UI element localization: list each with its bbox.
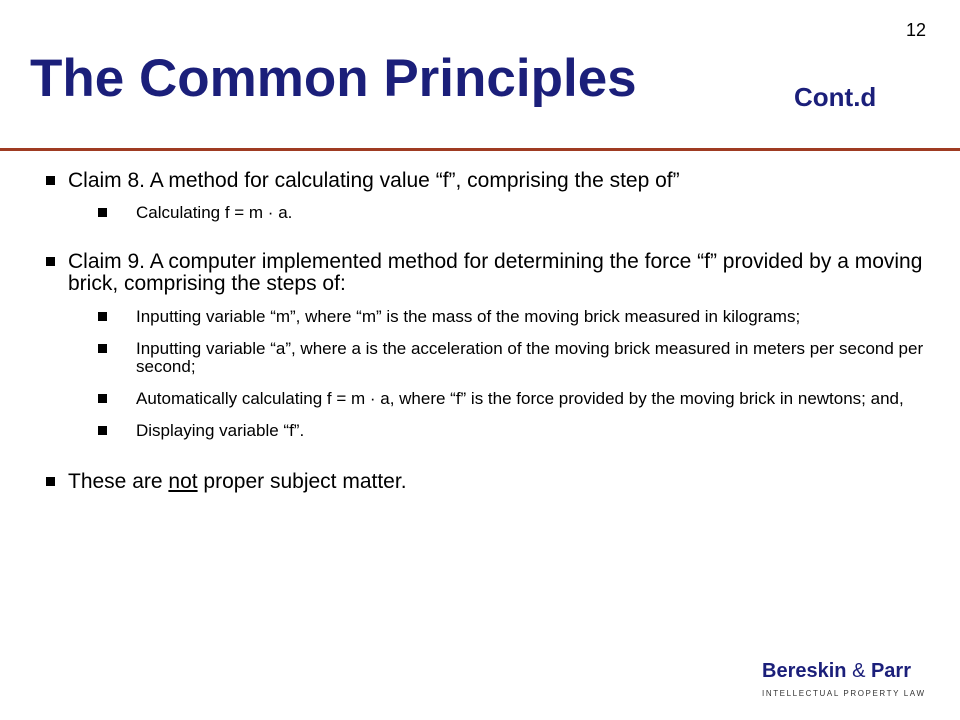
claim-9-step-1-text: Inputting variable “m”, where “m” is the mass of the moving brick measured in kilograms; [136, 307, 801, 326]
claim-9-text: Claim 9. A computer implemented method for determining the force “f” provided by a moving brick, comprising the steps of: [68, 250, 923, 295]
conclusion-underlined-word: not [168, 470, 198, 493]
square-bullet-icon [46, 477, 55, 486]
bullet-claim-9 [46, 251, 936, 295]
logo-name-part-1: Bereskin [762, 660, 847, 682]
firm-logo-name [762, 660, 922, 683]
sub-bullet-claim-9-step-4 [46, 422, 936, 440]
claim-9-step-4-text: Displaying variable “f”. [136, 421, 305, 440]
square-bullet-icon [98, 394, 107, 403]
page-number: 12 [906, 20, 927, 40]
square-bullet-icon [46, 257, 55, 266]
bullet-conclusion [46, 471, 936, 493]
slide-subtitle: Cont.d [794, 82, 877, 112]
claim-9-step-2-text: Inputting variable “a”, where a is the acceleration of the moving brick measured in meters per second per second; [136, 339, 924, 376]
square-bullet-icon [98, 426, 107, 435]
square-bullet-icon [98, 344, 107, 353]
claim-8-text: Claim 8. A method for calculating value “f”, comprising the step of” [68, 169, 680, 192]
sub-bullet-claim-9-step-1 [46, 308, 936, 326]
claim-9-step-3-text: Automatically calculating f = m · a, where “f” is the force provided by the moving brick in newtons; and, [136, 389, 904, 408]
square-bullet-icon [98, 312, 107, 321]
conclusion-text-end: proper subject matter. [197, 470, 407, 493]
sub-bullet-claim-9-step-2 [46, 340, 936, 376]
slide-content [46, 170, 936, 493]
logo-ampersand: & [852, 660, 866, 682]
logo-name-part-2: Parr [870, 660, 911, 682]
firm-logo-tagline: INTELLECTUAL PROPERTY LAW [762, 689, 926, 698]
claim-8-step-text: Calculating f = m · a. [136, 203, 293, 222]
sub-bullet-claim-9-step-3 [46, 390, 936, 408]
slide-title: The Common Principles [30, 49, 637, 108]
title-divider [0, 148, 960, 151]
square-bullet-icon [98, 208, 107, 217]
firm-logo [762, 660, 926, 698]
bullet-claim-8 [46, 170, 936, 192]
conclusion-text-start: These are [68, 470, 169, 493]
sub-bullet-claim-8-step [46, 204, 936, 222]
square-bullet-icon [46, 176, 55, 185]
